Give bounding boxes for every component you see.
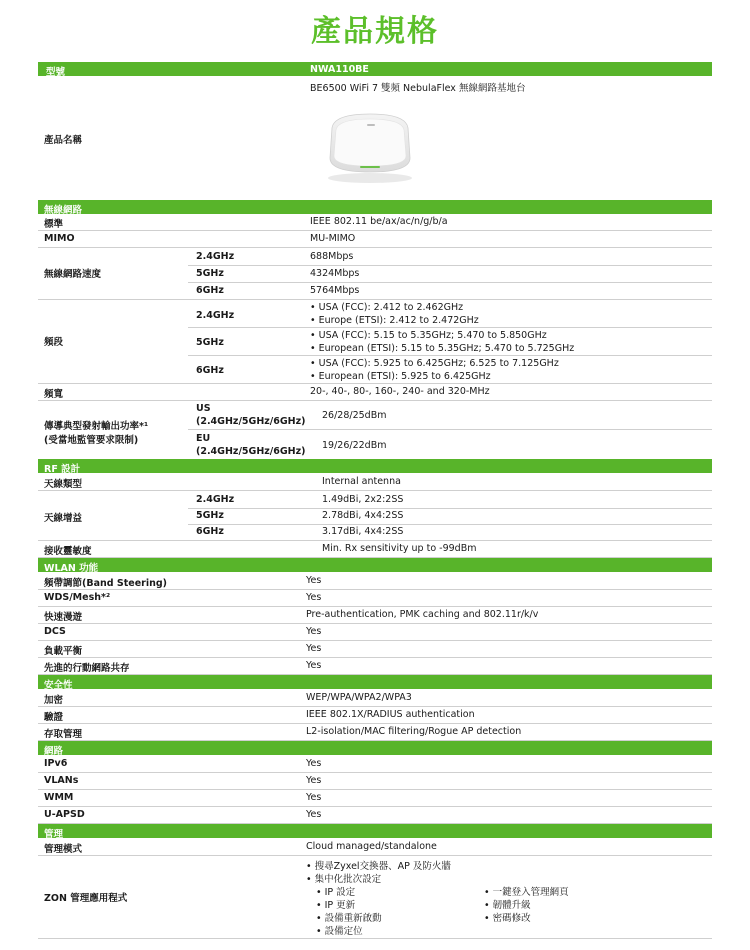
- speed-label: 無線網路速度: [44, 269, 102, 280]
- section-management: 管理: [38, 824, 712, 838]
- row-mimo: MIMO MU-MIMO: [38, 231, 712, 248]
- page-title: 產品規格: [311, 14, 439, 49]
- row-wmm: WMM Yes: [38, 790, 712, 807]
- row-antenna-type: 天線類型 Internal antenna: [38, 474, 712, 491]
- row-sensitivity: 接收靈敏度 Min. Rx sensitivity up to -99dBm: [38, 541, 712, 558]
- section-wlan: WLAN 功能: [38, 558, 712, 572]
- model-name: NWA110BE: [310, 64, 369, 75]
- section-network: 網路: [38, 741, 712, 755]
- model-label: 型號: [46, 67, 66, 78]
- row-wds-mesh: WDS/Mesh*² Yes: [38, 590, 712, 607]
- model-header-bar: [38, 62, 712, 76]
- row-bandwidth: 頻寬 20-, 40-, 80-, 160-, 240- and 320-MHz: [38, 384, 712, 401]
- row-standard: 標準 IEEE 802.11 be/ax/ac/n/g/b/a: [38, 214, 712, 231]
- row-ipv6: IPv6 Yes: [38, 756, 712, 773]
- row-vlans: VLANs Yes: [38, 773, 712, 790]
- section-security: 安全性: [38, 675, 712, 689]
- zon-label: ZON 管理應用程式: [44, 893, 128, 904]
- row-dcs: DCS Yes: [38, 624, 712, 641]
- row-u-apsd: U-APSD Yes: [38, 807, 712, 824]
- row-authentication: 驗證 IEEE 802.1X/RADIUS authentication: [38, 707, 712, 724]
- spec-sheet: 產品規格 型號 NWA110BE BE6500 WiFi 7 雙頻 NebulaFlex 無線網路基地台 產品名稱 無線網路 標準 IEEE 802.11 be/ax/ac/n/g/b/a MIMO MU-MIMO 無線網路速度 2.4GHz 688Mbps 5GHz 4324Mbps 6GHz 5764Mbps 頻段 2.4GHz • USA (FCC): 2.412 to 2.462GHz • Europe (ETSI): 2.412 to 2.472GHz 5GHz • USA (FCC): 5.15 to 5.35GHz; 5.470 to 5.850GHz • European (ETSI): 5.15 to 5.35GHz; 5.470 to 5.725GHz 6GHz • USA (FCC): 5.925 to 6.425GHz; 6.525 to 7.125GHz • European (ETSI): 5.925 to 6.425GHz 頻寬 20-, 40-, 80-, 160-, 240- and 320-MHz 傳導典型發射輸出功率*¹ (受當地監管要求限制) US (2.4GHz/5GHz/6GHz) 26/28/25dBm EU (2.4GHz/5GHz/6GHz) 19/26/22dBm RF 設計 天線類型 Internal antenna 天線增益 2.4GHz 1.49dBi, 2x2:2SS 5GHz 2.78dBi, 4x4:2SS 6GHz 3.17dBi, 4x4:2SS 接收靈敏度 Min. Rx sensitivity up to -99dBm WLAN 功能 頻帶調節(Band Steering) Yes WDS/Mesh*² Yes 快速漫遊 Pre-authentication, PMK caching and 802.11r/k/v DCS Yes 負載平衡 Yes 先進的行動網路共存 Yes 安全性 加密 WEP/WPA/WPA2/WPA3 驗證 IEEE 802.1X/RADIUS authentication 存取管理 L2-isolation/MAC filtering/Rogue AP detection 網路 IPv6 Yes VLANs Yes WMM Yes U-APSD Yes 管理 管理模式 Cloud managed/standalone ZON 管理應用程式 • 搜尋Zyxel交換器、AP 及防火牆 • 集中化批次設定 • IP 設定 • IP 更新 • 設備重新啟動 • 設備定位 • 一鍵登入管理網頁 • 韌體升級 • 密碼修改: [38, 0, 712, 950]
- row-cellular-coexistence: 先進的行動網路共存 Yes: [38, 658, 712, 675]
- freq-label: 頻段: [44, 337, 64, 348]
- row-load-balancing: 負載平衡 Yes: [38, 641, 712, 658]
- power-label: 傳導典型發射輸出功率*¹: [44, 421, 149, 432]
- row-access-management: 存取管理 L2-isolation/MAC filtering/Rogue AP detection: [38, 724, 712, 741]
- gain-label: 天線增益: [44, 513, 83, 524]
- row-management-mode: 管理模式 Cloud managed/standalone: [38, 839, 712, 856]
- row-band-steering: 頻帶調節(Band Steering) Yes: [38, 573, 712, 590]
- section-rf: RF 設計: [38, 459, 712, 473]
- access-point-image: [320, 106, 420, 186]
- section-wireless: 無線網路: [38, 200, 712, 214]
- row-fast-roaming: 快速漫遊 Pre-authentication, PMK caching and 802.11r/k/v: [38, 607, 712, 624]
- row-encryption: 加密 WEP/WPA/WPA2/WPA3: [38, 690, 712, 707]
- product-name-label: 產品名稱: [44, 135, 83, 146]
- model-description: BE6500 WiFi 7 雙頻 NebulaFlex 無線網路基地台: [310, 83, 526, 94]
